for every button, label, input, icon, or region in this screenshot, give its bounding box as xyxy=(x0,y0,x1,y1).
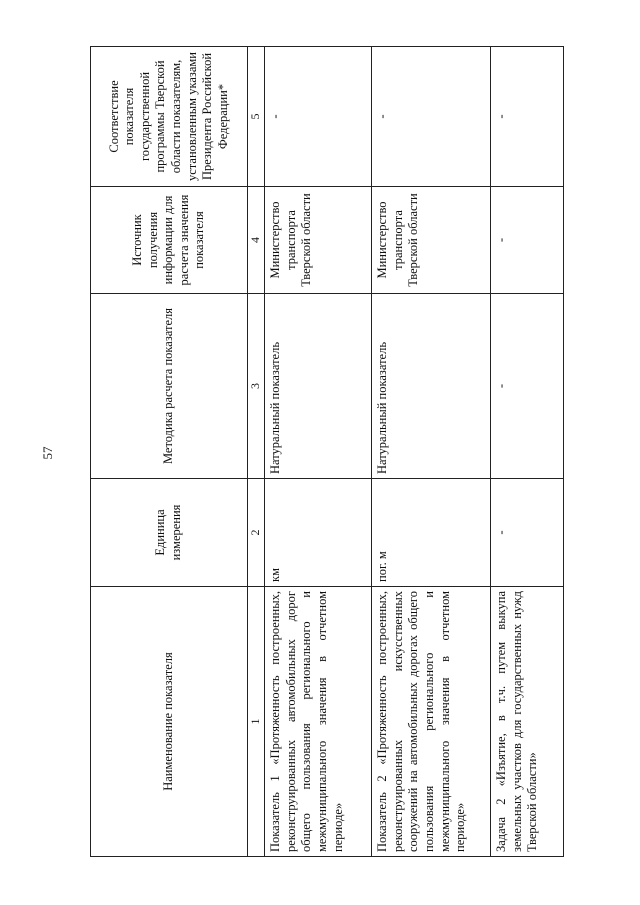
table-row xyxy=(372,47,491,857)
indicator-name: Показатель 2 «Протяженность построенных, реконструированных искусственных сооружений на автомобильных дорогах общего пользования регионального и межмуниципального значения в отчетном периоде» xyxy=(372,587,491,857)
header-method: Методика расчета показателя xyxy=(91,294,248,479)
header-compliance: Соответствие показателя государственной программы Тверской области показателям, установленным указами Президента Российской Федерации* xyxy=(91,47,248,187)
column-number: 2 xyxy=(248,479,265,587)
compliance-cell: - xyxy=(372,47,491,187)
column-number: 3 xyxy=(248,294,265,479)
method-cell: Натуральный показатель xyxy=(372,294,491,479)
rotated-table-container xyxy=(90,47,560,857)
method-cell: Натуральный показатель xyxy=(265,294,372,479)
column-number-row xyxy=(248,47,265,857)
unit-cell: км xyxy=(265,479,372,587)
indicators-table xyxy=(90,46,564,857)
method-cell: - xyxy=(491,294,564,479)
compliance-cell: - xyxy=(265,47,372,187)
column-number: 4 xyxy=(248,187,265,294)
source-cell: - xyxy=(491,187,564,294)
page-number: 57 xyxy=(40,446,55,460)
unit-cell: - xyxy=(491,479,564,587)
header-row xyxy=(91,47,248,857)
unit-cell: пог. м xyxy=(372,479,491,587)
task-name: Задача 2 «Изъятие, в т.ч. путем выкупа земельных участков для государственных нужд Тверской области» xyxy=(491,587,564,857)
table-row xyxy=(491,47,564,857)
header-source: Источник получения информации для расчета значения показателя xyxy=(91,187,248,294)
column-number: 1 xyxy=(248,587,265,857)
header-unit: Единица измерения xyxy=(91,479,248,587)
source-cell: Министерство транспорта Тверской области xyxy=(372,187,491,294)
indicator-name: Показатель 1 «Протяженность построенных, реконструированных автомобильных дорог общего пользования регионального и межмуниципального значения в отчетном периоде» xyxy=(265,587,372,857)
table-row xyxy=(265,47,372,857)
header-name: Наименование показателя xyxy=(91,587,248,857)
compliance-cell: - xyxy=(491,47,564,187)
source-cell: Министерство транспорта Тверской области xyxy=(265,187,372,294)
column-number: 5 xyxy=(248,47,265,187)
